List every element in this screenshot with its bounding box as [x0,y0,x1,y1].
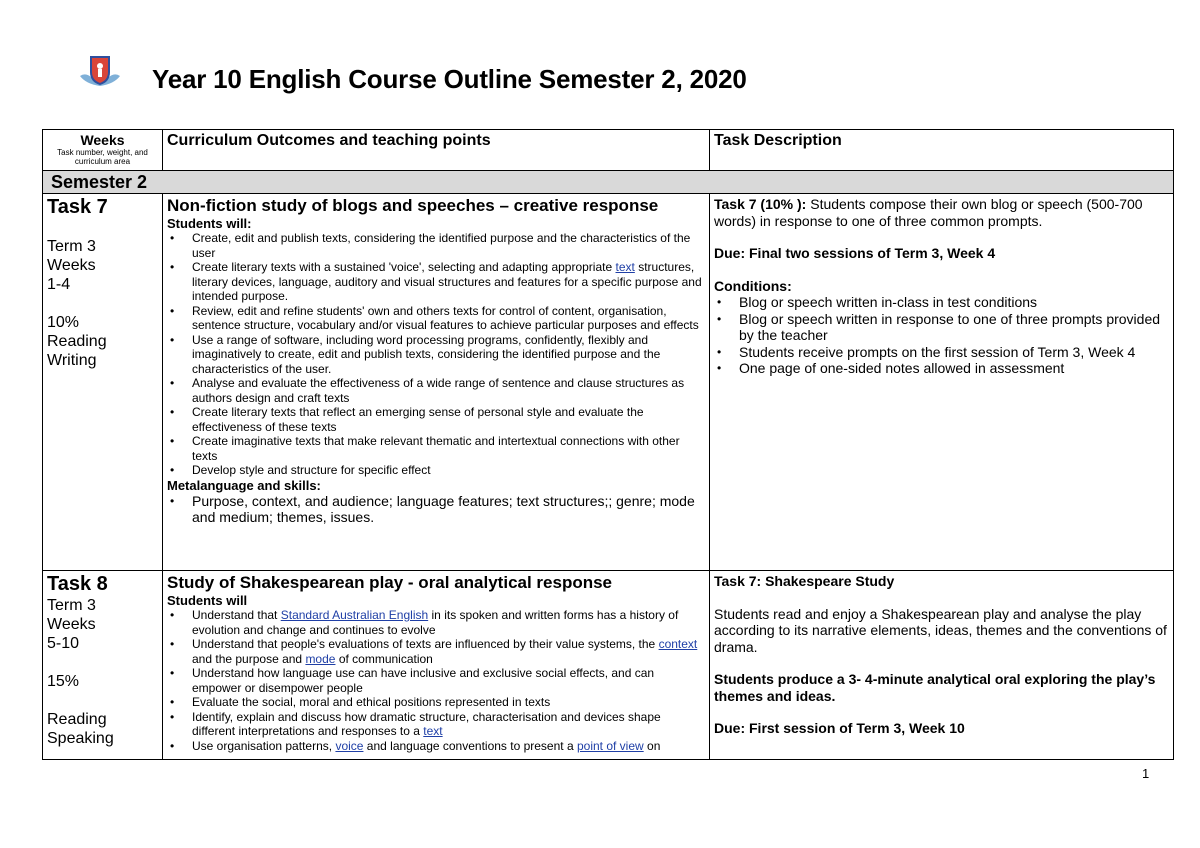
task7-description-cell [710,194,1174,571]
task8-outcomes-list [167,608,705,753]
list-item [192,637,705,666]
task7-weeks: 1-4 [47,276,71,293]
list-item: • Review, edit and refine students' own and others texts for control of content, organisation, sentence structure, vocabulary and/or visual features to achieve particular purposes and effects [192,304,705,333]
task7-metalanguage-list [167,493,705,525]
semester-label: Semester 2 [43,171,1174,194]
outcomes-header: Curriculum Outcomes and teaching points [163,130,710,171]
task8-outcomes-cell [163,571,710,760]
text-link[interactable]: text [615,260,635,274]
task8-produce: Students produce a 3- 4-minute analytical oral exploring the play’s themes and ideas. [714,671,1156,704]
list-item [192,739,705,754]
text-link[interactable]: text [423,724,443,738]
list-item: • Blog or speech written in response to one of three prompts provided by the teacher [739,311,1169,344]
task8-due: Due: First session of Term 3, Week 10 [714,720,965,736]
semester-row [43,171,1174,194]
outcome-text: Understand that [192,608,278,622]
list-item: • Create literary texts that reflect an emerging sense of personal style and evaluate the effectiveness of these texts [192,405,705,434]
list-item: • Evaluate the social, moral and ethical positions represented in texts [192,695,705,710]
task8-weight: 15% [47,673,80,690]
list-item: • Purpose, context, and audience; language features; text structures;; genre; mode and medium; themes, issues. [192,493,705,525]
outcome-text: Identify, explain and discuss how dramatic structure, characterisation and devices shape different interpretations and responses to a [192,709,661,738]
weeks-header [43,130,163,171]
list-item: • Analyse and evaluate the effectiveness of a wide range of sentence and clause structures as authors design and craft texts [192,376,705,405]
page-title: Year 10 English Course Outline Semester 2, 2020 [152,64,747,94]
list-item [192,710,705,739]
list-item [192,608,705,637]
task7-conditions-list [714,294,1169,377]
task8-area-speaking: Speaking [47,730,114,747]
task7-term: Term 3 [47,238,96,255]
list-item: • Create imaginative texts that make relevant thematic and intertextual connections with other texts [192,434,705,463]
outcome-text: Understand that people's evaluations of texts are influenced by their value systems, the [192,637,656,651]
weeks-header-sub: Task number, weight, and curriculum area [57,148,148,166]
outcome-text: structures, literary devices, language, auditory and visual structures and features for a specific purpose and intended purpose. [192,260,702,303]
outcome-text: and the purpose and [192,651,303,666]
task7-description [714,196,1169,229]
task8-desc-text: Students read and enjoy a Shakespearean play and analyse the play according to its narrative elements, ideas, themes and the conventions of drama. [714,605,1167,655]
task8-weeks: 5-10 [47,635,80,652]
outcome-text: Use organisation patterns, [192,738,333,753]
task7-due: Due: Final two sessions of Term 3, Week 4 [714,245,996,261]
task7-area-writing: Writing [47,352,97,369]
task7-weeks-label: Weeks [47,257,96,274]
weeks-header-label: Weeks [80,132,125,148]
voice-link[interactable]: voice [335,738,364,753]
task7-heading: Non-fiction study of blogs and speeches – creative response [167,196,659,215]
task7-metalanguage-label: Metalanguage and skills: [167,477,321,493]
task8-desc-label: Task 7: Shakespeare Study [714,573,895,589]
list-item: • Students receive prompts on the first session of Term 3, Week 4 [739,344,1169,361]
task8-weeks-cell [43,571,163,760]
task-row-8 [43,571,1174,760]
task7-desc-text: Students compose their own blog or speech (500-700 words) in response to one of three common prompts. [714,196,1143,229]
outcome-text: on [647,738,661,753]
task8-heading: Study of Shakespearean play - oral analytical response [167,573,613,592]
task8-area-reading: Reading [47,711,107,728]
task7-name: Task 7 [47,196,108,218]
task-row-7 [43,194,1174,571]
page-number: 1 [1142,766,1150,781]
list-item: • Understand how language use can have inclusive and exclusive social effects, and can empower or disempower people [192,666,705,695]
task7-outcomes-cell [163,194,710,571]
list-item: • One page of one-sided notes allowed in assessment [739,360,1169,377]
context-link[interactable]: context [658,637,698,651]
list-item: • Develop style and structure for specific effect [192,463,705,478]
mode-link[interactable]: mode [305,651,336,666]
outcome-text: and language conventions to present a [366,738,574,753]
outcome-text: Create literary texts with a sustained 'voice', selecting and adapting appropriate [192,260,613,274]
task-description-header: Task Description [710,130,1174,171]
list-item: • Create, edit and publish texts, considering the identified purpose and the characteristics of the user [192,231,705,260]
point-of-view-link[interactable]: point of view [576,738,644,753]
task8-students-will: Students will [167,593,248,608]
task8-term: Term 3 [47,597,96,614]
task8-weeks-label: Weeks [47,616,96,633]
task7-area-reading: Reading [47,333,107,350]
task7-desc-label: Task 7 (10% ): [714,196,807,212]
task7-weeks-cell [43,194,163,571]
task7-outcomes-list [167,231,705,478]
outcome-text: in its spoken and written forms has a history of evolution and change and continues to evolve [192,608,679,637]
course-outline-table [42,129,1174,760]
task8-name: Task 8 [47,573,108,595]
task7-weight: 10% [47,314,80,331]
list-item: • Blog or speech written in-class in test conditions [739,294,1169,311]
list-item: • Use a range of software, including word processing programs, confidently, flexibly and imaginatively to create, edit and publish texts, considering the identified purpose and the characteristics of the user. [192,333,705,377]
task7-conditions-label: Conditions: [714,277,792,294]
outcome-text: of communication [338,651,433,666]
list-item [192,260,705,304]
task8-description-cell [710,571,1174,760]
school-crest-logo [76,52,124,92]
table-header-row [43,130,1174,171]
task7-students-will: Students will: [167,216,252,231]
standard-australian-english-link[interactable]: Standard Australian English [280,608,429,622]
